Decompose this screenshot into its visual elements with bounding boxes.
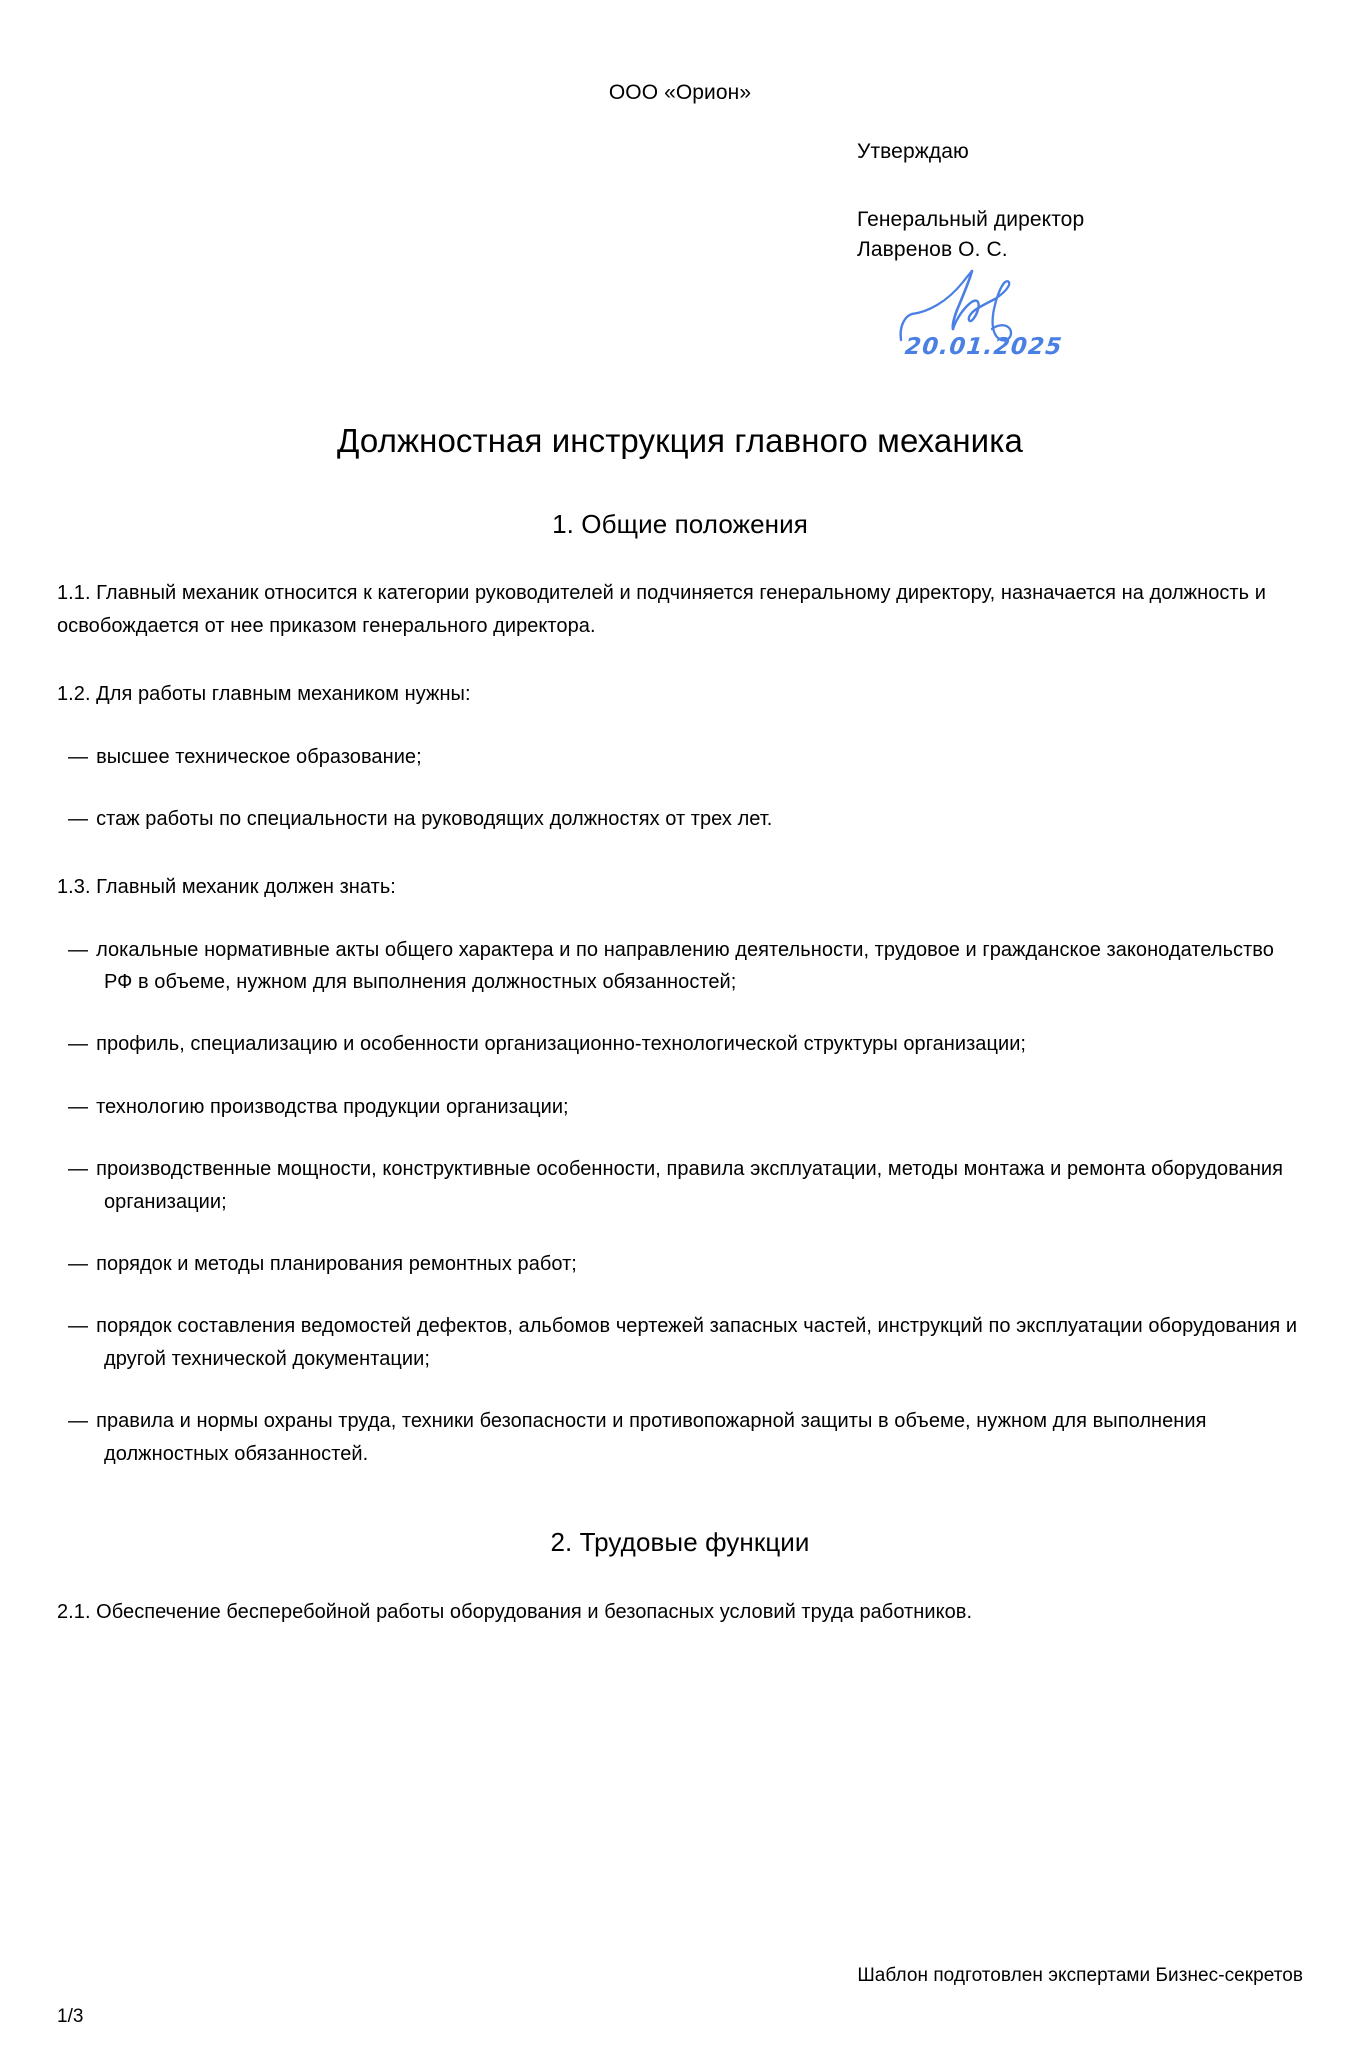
list-item	[57, 934, 1303, 999]
list-item-text: порядок и методы планирования ремонтных работ;	[96, 1253, 577, 1276]
bullet-dash-icon: —	[68, 807, 89, 830]
bullet-dash-icon: —	[68, 1253, 89, 1276]
paragraph-1-3: 1.3. Главный механик должен знать:	[57, 876, 396, 899]
bullet-dash-icon: —	[68, 1158, 89, 1181]
list-item	[57, 1028, 1303, 1060]
company-name: ООО «Орион»	[608, 81, 752, 104]
paragraph-1-1: 1.1. Главный механик относится к категории руководителей и подчиняется генеральному директору, назначается на должность и освобождается от нее приказом генерального директора.	[57, 582, 1266, 637]
footer-note: Шаблон подготовлен экспертами Бизнес-секретов	[857, 1965, 1303, 1986]
page-number: 1/3	[57, 2006, 84, 2027]
signature-block	[57, 268, 1303, 380]
list-item	[57, 1248, 1303, 1280]
bullet-list-1-2	[57, 741, 1303, 836]
approval-word: Утверждаю	[857, 140, 969, 164]
list-item-text: высшее техническое образование;	[96, 745, 422, 768]
bullet-dash-icon: —	[68, 938, 89, 961]
section-heading-2: 2. Трудовые функции	[550, 1526, 810, 1557]
page-footer	[0, 1921, 1360, 2071]
approval-role: Генеральный директор	[857, 207, 1085, 231]
list-item	[57, 1153, 1303, 1218]
list-item-text: производственные мощности, конструктивные особенности, правила эксплуатации, методы монтажа и ремонта оборудования организации;	[96, 1158, 1284, 1213]
bullet-dash-icon: —	[68, 745, 89, 768]
section-heading-1: 1. Общие положения	[552, 508, 808, 539]
paragraph-2-1: 2.1. Обеспечение бесперебойной работы оборудования и безопасных условий труда работников.	[57, 1600, 973, 1623]
list-item-text: профиль, специализацию и особенности организационно-технологической структуры организации;	[96, 1033, 1027, 1056]
list-item-text: стаж работы по специальности на руководящих должностях от трех лет.	[96, 807, 773, 830]
list-item-text: технологию производства продукции организации;	[96, 1095, 569, 1118]
list-item	[57, 1310, 1303, 1375]
list-item	[57, 803, 1303, 835]
bullet-dash-icon: —	[68, 1095, 89, 1118]
list-item	[57, 1091, 1303, 1123]
list-item-text: правила и нормы охраны труда, техники безопасности и противопожарной защиты в объеме, нужном для выполнения должностных обязанностей.	[96, 1410, 1207, 1465]
approval-block	[57, 137, 1303, 265]
list-item-text: локальные нормативные акты общего характера и по направлению деятельности, трудовое и гражданское законодательство РФ в объеме, нужном для выполнения должностных обязанностей;	[96, 938, 1274, 994]
bullet-dash-icon: —	[68, 1410, 89, 1433]
bullet-dash-icon: —	[68, 1315, 89, 1338]
bullet-dash-icon: —	[68, 1033, 89, 1056]
list-item	[57, 1405, 1303, 1470]
list-item-text: порядок составления ведомостей дефектов, альбомов чертежей запасных частей, инструкций по эксплуатации оборудования и другой технической документации;	[96, 1315, 1298, 1370]
page-title: Должностная инструкция главного механика	[337, 421, 1023, 459]
approval-person: Лавренов О. С.	[857, 238, 1008, 262]
list-item	[57, 741, 1303, 773]
paragraph-1-2: 1.2. Для работы главным механиком нужны:	[57, 683, 471, 706]
signature-date: 20.01.2025	[903, 333, 1064, 360]
bullet-list-1-3	[57, 934, 1303, 1470]
